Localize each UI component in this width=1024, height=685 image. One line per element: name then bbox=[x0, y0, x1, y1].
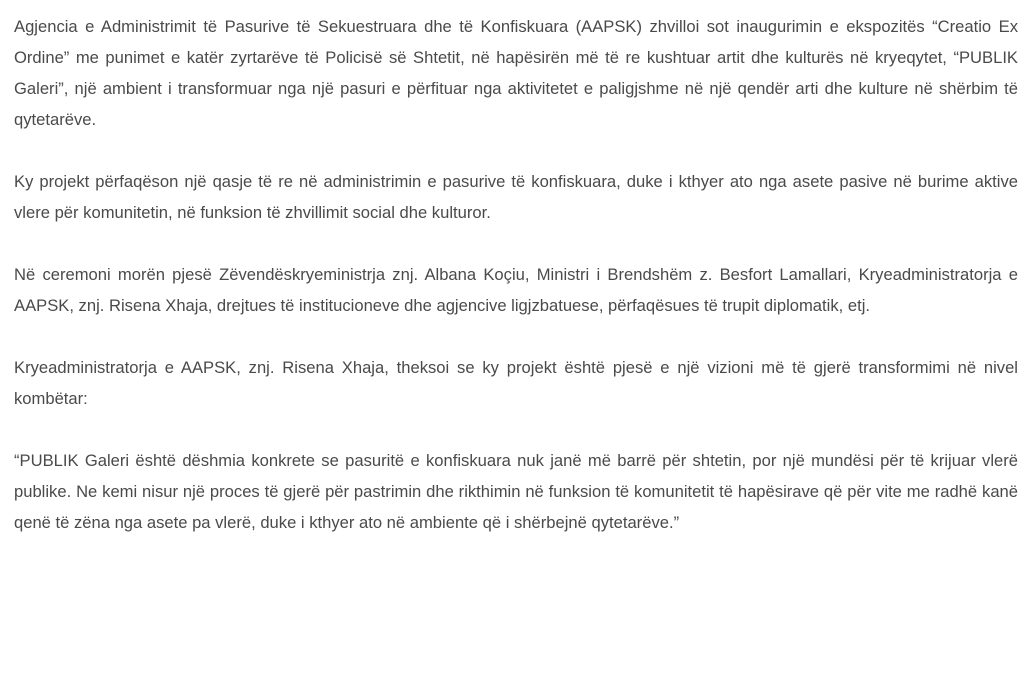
paragraph-administrator-statement: Kryeadministratorja e AAPSK, znj. Risena Xhaja, theksoi se ky projekt është pjesë e një vizioni më të gjerë transformimi në nivel kombëtar: bbox=[14, 358, 1018, 408]
paragraph-inauguration: Agjencia e Administrimit të Pasurive të Sekuestruara dhe të Konfiskuara (AAPSK) zhvilloi sot inaugurimin e ekspozitës “Creatio Ex Ordine” me punimet e katër zyrtarëve të Policisë së Shtetit, në hapësirën më të re kushtuar artit dhe kulturës në kryeqytet, “PUBLIK Galeri”, një ambient i transformuar nga një pasuri e përfituar nga aktivitetet e paligjshme në një qendër arti dhe kulture në shërbim të qytetarëve. bbox=[14, 17, 1018, 129]
paragraph-quote: “PUBLIK Galeri është dëshmia konkrete se pasuritë e konfiskuara nuk janë më barrë për shtetin, por një mundësi për të krijuar vlerë publike. Ne kemi nisur një proces të gjerë për pastrimin dhe rikthimin në funksion të komunitetit të hapësirave që për vite me radhë kanë qenë të zëna nga asete pa vlerë, duke i kthyer ato në ambiente që i shërbejnë qytetarëve.” bbox=[14, 451, 1018, 532]
paragraph-ceremony-attendees: Në ceremoni morën pjesë Zëvendëskryeministrja znj. Albana Koçiu, Ministri i Brendshëm z. Besfort Lamallari, Kryeadministratorja e AAPSK, znj. Risena Xhaja, drejtues të institucioneve dhe agjencive ligjzbatuese, përfaqësues të trupit diplomatik, etj. bbox=[14, 265, 1018, 315]
article-body bbox=[14, 11, 1018, 538]
paragraph-project-approach: Ky projekt përfaqëson një qasje të re në administrimin e pasurive të konfiskuara, duke i kthyer ato nga asete pasive në burime aktive vlere për komunitetin, në funksion të zhvillimit social dhe kulturor. bbox=[14, 172, 1018, 222]
